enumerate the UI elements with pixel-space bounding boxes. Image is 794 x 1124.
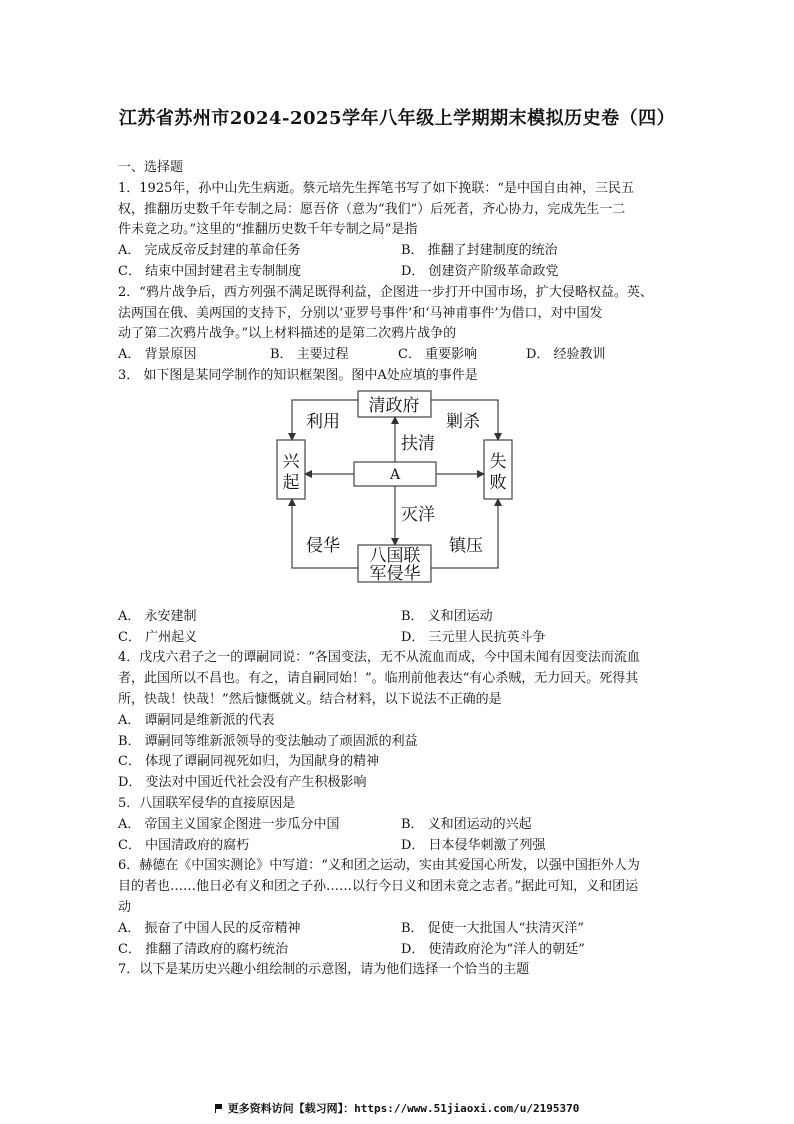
- question-text-line: 5．八国联军侵华的直接原因是: [118, 795, 296, 811]
- question-text-line: 者，此国所以不昌也。有之，请自嗣同始！”。临刑前他表达“有心杀贼，无力回天。死得其: [118, 671, 639, 687]
- options-grid: [118, 607, 683, 649]
- option-a[interactable]: A． 帝国主义国家企图进一步瓜分中国: [118, 816, 340, 832]
- option-b[interactable]: B． 义和团运动: [401, 608, 493, 624]
- option-d[interactable]: D． 三元里人民抗英斗争: [401, 629, 546, 645]
- option-a[interactable]: A． 振奋了中国人民的反帝精神: [118, 920, 301, 936]
- label-lower-center: 灭洋: [401, 504, 435, 525]
- question-text-line: 动了第二次鸦片战争。”以上材料描述的是第二次鸦片战争的: [118, 326, 457, 342]
- option-a[interactable]: A． 永安建制: [118, 608, 197, 624]
- option-b[interactable]: B． 谭嗣同等维新派领导的变法触动了顽固派的利益: [118, 733, 418, 749]
- option-b[interactable]: B． 促使一大批国人“扶清灭洋”: [401, 920, 584, 936]
- question-5: [118, 794, 683, 856]
- arrow-bottom-left: [292, 499, 358, 568]
- bottom-box-label-1: 八国联: [369, 545, 421, 566]
- option-c[interactable]: C． 重要影响: [398, 347, 478, 363]
- question-text-line: 1．1925年，孙中山先生病逝。蔡元培先生挥笔书写了如下挽联：“是中国自由神，三民五: [118, 180, 635, 196]
- option-d[interactable]: D． 经验教训: [526, 347, 606, 363]
- footer-text: 更多资料访问【载习网】：https://www.51jiaoxi.com/u/2195370: [227, 1102, 580, 1115]
- option-a[interactable]: A． 完成反帝反封建的革命任务: [118, 243, 301, 259]
- center-box-label: A: [389, 466, 401, 483]
- question-text-line: 3． 如下图是某同学制作的知识框架图。图中A处应填的事件是: [118, 367, 478, 383]
- option-d[interactable]: D． 使清政府沦为“洋人的朝廷”: [401, 941, 585, 957]
- label-top-left: 利用: [306, 411, 340, 432]
- footer-link[interactable]: [0, 1100, 794, 1116]
- option-b[interactable]: B． 主要过程: [270, 347, 349, 363]
- question-2: [118, 283, 683, 366]
- question-text-line: 权，推翻历史数千年专制之局：愿吾侪（意为“我们”）后死者，齐心协力，完成先生一二: [118, 201, 626, 217]
- label-top-right: 剿杀: [446, 411, 480, 432]
- section-heading: 一、选择题: [118, 160, 184, 175]
- flag-icon: [215, 1104, 224, 1113]
- options-grid: [118, 241, 683, 283]
- question-text-line: 法两国在俄、美两国的支持下，分别以‘亚罗号事件’和‘马神甫事件’为借口，对中国发: [118, 305, 603, 321]
- option-c[interactable]: C． 中国清政府的腐朽: [118, 837, 250, 853]
- knowledge-framework-diagram: [118, 387, 683, 607]
- options-grid: [118, 919, 683, 961]
- bottom-box-label-2: 军侵华: [369, 563, 421, 584]
- question-text-line: 所，快哉！快哉！”然后慷慨就义。结合材料，以下说法不正确的是: [118, 691, 502, 707]
- question-text-line: 件未竟之功。”这里的“推翻历史数千年专制之局”是指: [118, 222, 418, 238]
- option-b[interactable]: B． 义和团运动的兴起: [401, 816, 532, 832]
- question-text-line: 动: [118, 899, 132, 915]
- page-title: 江苏省苏州市2024-2025学年八年级上学期期末模拟历史卷（四）: [118, 108, 676, 129]
- options-grid: [118, 815, 683, 857]
- question-3: [118, 366, 683, 648]
- label-bottom-right: 镇压: [449, 535, 483, 556]
- option-a[interactable]: A． 谭嗣同是维新派的代表: [118, 712, 275, 728]
- label-upper-center: 扶清: [401, 433, 435, 454]
- option-c[interactable]: C． 结束中国封建君主专制制度: [118, 263, 302, 279]
- left-box-label-2: 起: [282, 472, 300, 493]
- question-text-line: 7．以下是某历史兴趣小组绘制的示意图，请为他们选择一个恰当的主题: [118, 962, 530, 978]
- option-d[interactable]: D． 日本侵华刺激了列强: [401, 837, 546, 853]
- question-4: [118, 648, 683, 794]
- question-1: [118, 179, 683, 283]
- option-b[interactable]: B． 推翻了封建制度的统治: [401, 243, 558, 259]
- option-d[interactable]: D． 变法对中国近代社会没有产生积极影响: [118, 775, 367, 791]
- option-d[interactable]: D． 创建资产阶级革命政党: [401, 263, 559, 279]
- option-c[interactable]: C． 广州起义: [118, 629, 198, 645]
- diagram-svg: [268, 387, 518, 585]
- question-text-line: 2．“鸦片战争后，西方列强不满足既得利益，企图进一步打开中国市场，扩大侵略权益。英、: [118, 284, 653, 300]
- right-box-label-2: 败: [489, 472, 507, 493]
- label-bottom-left: 侵华: [306, 535, 340, 556]
- option-c[interactable]: C． 体现了谭嗣同视死如归，为国献身的精神: [118, 754, 380, 770]
- option-a[interactable]: A． 背景原因: [118, 347, 197, 363]
- exam-body: [118, 158, 683, 981]
- option-c[interactable]: C． 推翻了清政府的腐朽统治: [118, 941, 289, 957]
- question-7: [118, 960, 683, 981]
- question-text-line: 4．戊戌六君子之一的谭嗣同说：“各国变法，无不从流血而成，今中国未闻有因变法而流血: [118, 650, 640, 666]
- options-row: [118, 345, 683, 366]
- question-text-line: 目的者也……他日必有义和团之子孙……以行今日义和团未竟之志者。”据此可知，义和团运: [118, 879, 639, 895]
- left-box-label-1: 兴: [282, 451, 300, 472]
- top-box-label: 清政府: [368, 395, 420, 416]
- arrow-bottom-right: [431, 499, 498, 568]
- question-text-line: 6．赫德在《中国实测论》中写道：“义和团之运动，实由其爱国心所发，以强中国拒外人为: [118, 858, 640, 874]
- question-6: [118, 856, 683, 960]
- right-box-label-1: 失: [489, 451, 507, 472]
